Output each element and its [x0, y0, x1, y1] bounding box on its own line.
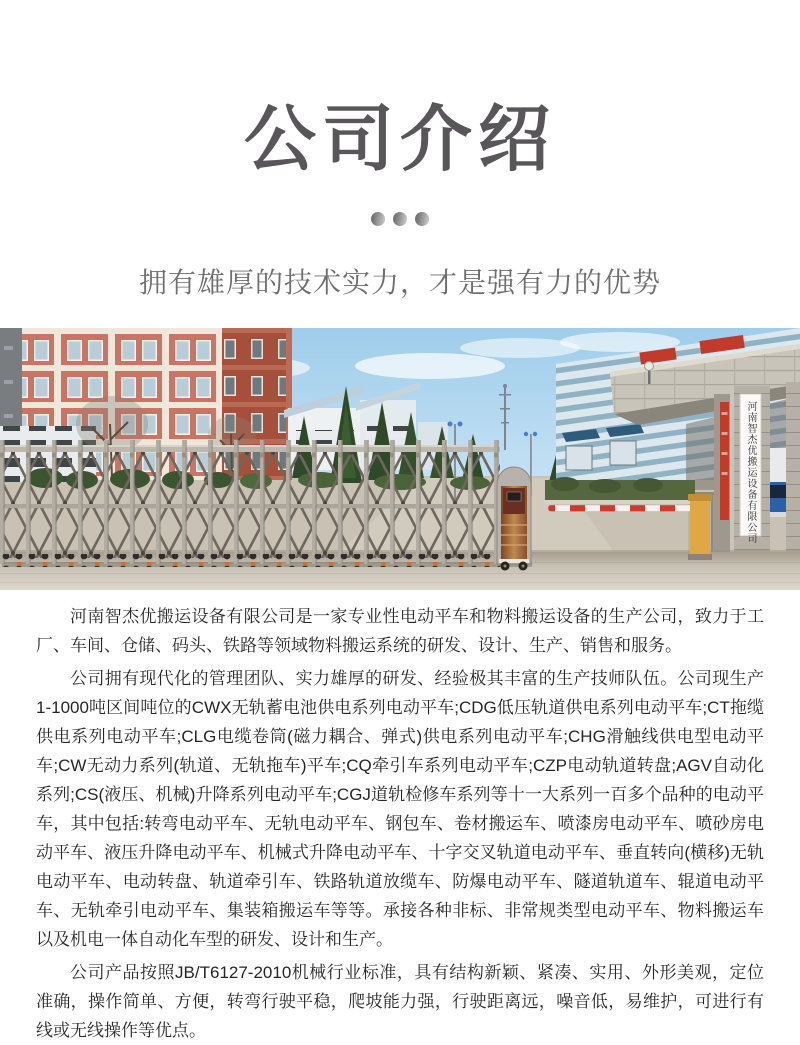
intro-paragraph: 河南智杰优搬运设备有限公司是一家专业性电动平车和物料搬运设备的生产公司，致力于工厂、车间、仓储、码头、铁路等领域物料搬运系统的研发、设计、生产、销售和服务。 — [36, 607, 764, 655]
red-banner — [720, 402, 729, 520]
gate-pillar — [714, 382, 800, 562]
divider-dot — [371, 212, 385, 226]
intro-paragraph: 公司产品按照JB/T6127-2010机械行业标准，具有结构新颖、紧凑、实用、外形美观，定位准确，操作简单、方便，转弯行驶平稳，爬坡能力强，行驶距离远，噪音低，易维护，可进行有线或无线操作等优点。 — [36, 963, 764, 1040]
company-entrance-photo — [0, 328, 800, 590]
hedge — [545, 477, 697, 504]
intro-paragraph: 公司拥有现代化的管理团队、实力雄厚的研发、经验极其丰富的生产技师队伍。公司现生产1-1000吨区间吨位的CWX无轨蓄电池供电系列电动平车;CDG低压轨道供电系列电动平车;CT拖缆供电系列电动平车;CLG电缆卷筒(磁力耦合、弹式)供电系列电动平车;CHG滑触线供电型电动平车;CW无动力系列(轨道、无轨拖车)平车;CQ牵引车系列电动平车;CZP电动轨道转盘;AGV自动化系列;CS(液压、机械)升降系列电动平车;CGJ道轨检修车系列等十一大系列一百多个品种的电动平车，其中包括:转弯电动平车、无轨电动平车、钢包车、卷材搬运车、喷漆房电动平车、喷砂房电动平车、液压升降电动平车、机械式升降电动平车、十字交叉轨道电动平车、垂直转向(横移)无轨电动平车、电动转盘、轨道牵引车、铁路轨道放缆车、防爆电动平车、隧道轨道车、辊道电动平车、无轨牵引电动平车、集装箱搬运车等等。承接各种非标、非常规类型电动平车、物料搬运车以及机电一体自动化车型的研发、设计和生产。 — [36, 669, 764, 949]
retractable-gate — [0, 440, 532, 567]
intro-header — [0, 0, 800, 300]
page-subtitle: 拥有雄厚的技术实力，才是强有力的优势 — [138, 267, 661, 298]
divider-dot — [393, 212, 407, 226]
divider-dots — [0, 212, 800, 226]
barrier-arm — [548, 505, 694, 512]
gate-pillar-sign-text: 河南智杰优搬运设备有限公司 — [745, 401, 756, 544]
divider-dot — [415, 212, 429, 226]
barrier-post — [690, 498, 710, 560]
company-intro-text — [36, 602, 764, 1045]
gate-head-unit — [497, 467, 531, 571]
cctv-camera-icon — [645, 362, 654, 371]
page-title: 公司介绍 — [243, 100, 556, 180]
